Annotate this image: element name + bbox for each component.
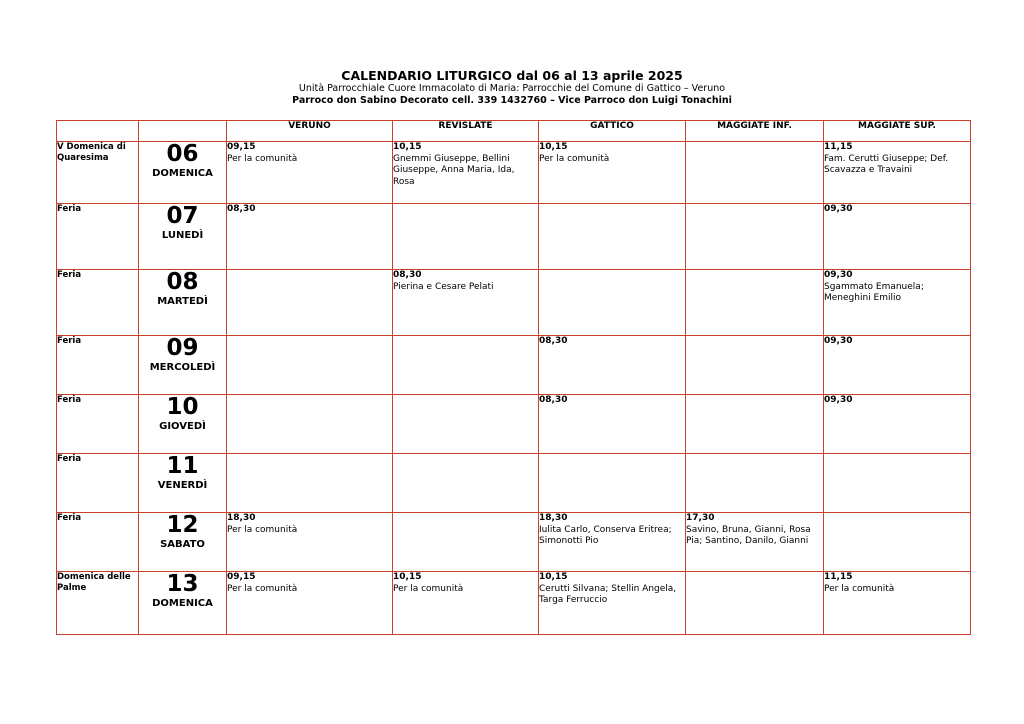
day-row: [57, 336, 971, 395]
mass-cell: [539, 270, 686, 336]
mass-intention: Cerutti Silvana; Stellin Angela, Targa Ferruccio: [539, 583, 677, 605]
mass-intention: Per la comunità: [393, 583, 464, 594]
column-header-gattico: GATTICO: [539, 121, 686, 142]
day-row: [57, 270, 971, 336]
column-header-maggiate-sup: MAGGIATE SUP.: [824, 121, 971, 142]
mass-time: 08,30: [539, 395, 568, 405]
mass-cell: [686, 395, 824, 454]
day-row: [57, 513, 971, 572]
liturgical-day-label: Feria: [57, 270, 139, 336]
mass-cell: [393, 395, 539, 454]
day-number: 12: [166, 512, 199, 538]
mass-cell: [824, 142, 971, 204]
date-cell: [139, 270, 227, 336]
mass-cell: [227, 270, 393, 336]
mass-intention: Fam. Cerutti Giuseppe; Def. Scavazza e Travaini: [824, 153, 949, 175]
mass-time: 10,15: [539, 142, 568, 152]
mass-cell: [227, 513, 393, 572]
mass-time: 11,15: [824, 572, 853, 582]
mass-cell: [539, 395, 686, 454]
mass-cell: [393, 454, 539, 513]
date-cell: [139, 336, 227, 395]
mass-cell: [393, 572, 539, 635]
mass-cell: [686, 270, 824, 336]
mass-cell: [686, 454, 824, 513]
day-number: 11: [166, 453, 199, 479]
mass-intention: Per la comunità: [227, 524, 298, 535]
mass-cell: [393, 336, 539, 395]
mass-cell: [227, 395, 393, 454]
mass-cell: [393, 142, 539, 204]
day-row: [57, 454, 971, 513]
corner-blank: [57, 121, 139, 142]
mass-cell: [539, 204, 686, 270]
calendar-title: CALENDARIO LITURGICO dal 06 al 13 aprile 2025: [341, 68, 683, 83]
mass-cell: [824, 270, 971, 336]
mass-intention: Per la comunità: [824, 583, 895, 594]
mass-cell: [227, 336, 393, 395]
mass-cell: [539, 572, 686, 635]
day-row: [57, 395, 971, 454]
mass-cell: [824, 572, 971, 635]
mass-time: 11,15: [824, 142, 853, 152]
mass-time: 10,15: [539, 572, 568, 582]
mass-cell: [686, 204, 824, 270]
mass-intention: Sgammato Emanuela; Meneghini Emilio: [824, 281, 924, 303]
day-row: [57, 142, 971, 204]
mass-time: 08,30: [227, 204, 256, 214]
document-header: [0, 68, 1024, 107]
mass-cell: [227, 572, 393, 635]
date-cell: [139, 513, 227, 572]
mass-cell: [393, 513, 539, 572]
mass-cell: [227, 142, 393, 204]
mass-cell: [824, 513, 971, 572]
mass-intention: Per la comunità: [227, 153, 298, 164]
weekday-name: MERCOLEDÌ: [149, 362, 216, 373]
day-number: 08: [166, 269, 199, 295]
mass-intention: Per la comunità: [227, 583, 298, 594]
mass-cell: [393, 270, 539, 336]
date-cell: [139, 204, 227, 270]
mass-cell: [686, 142, 824, 204]
liturgical-day-label: Feria: [57, 204, 139, 270]
day-number: 13: [166, 571, 199, 597]
mass-time: 17,30: [686, 513, 715, 523]
mass-cell: [539, 513, 686, 572]
column-header-maggiate-inf: MAGGIATE INF.: [686, 121, 824, 142]
mass-cell: [686, 513, 824, 572]
weekday-name: MARTEDÌ: [157, 296, 208, 307]
liturgical-day-label: Domenica delle Palme: [57, 572, 139, 635]
weekday-name: SABATO: [160, 539, 205, 550]
weekday-name: LUNEDÌ: [161, 230, 204, 241]
day-number: 07: [166, 203, 199, 229]
mass-intention: Pierina e Cesare Pelati: [393, 281, 494, 292]
weekday-name: GIOVEDÌ: [159, 421, 206, 432]
mass-intention: Savino, Bruna, Gianni, Rosa Pia; Santino, Danilo, Gianni: [686, 524, 811, 546]
date-cell: [139, 142, 227, 204]
mass-intention: Iulita Carlo, Conserva Eritrea; Simonotti Pio: [539, 524, 672, 546]
mass-cell: [539, 336, 686, 395]
mass-cell: [686, 572, 824, 635]
corner-blank: [139, 121, 227, 142]
weekday-name: DOMENICA: [152, 168, 213, 179]
mass-time: 18,30: [227, 513, 256, 523]
column-header-veruno: VERUNO: [227, 121, 393, 142]
mass-cell: [227, 454, 393, 513]
mass-cell: [227, 204, 393, 270]
liturgical-day-label: V Domenica di Quaresima: [57, 142, 139, 204]
mass-time: 09,30: [824, 204, 853, 214]
liturgical-day-label: Feria: [57, 513, 139, 572]
day-number: 09: [166, 335, 199, 361]
mass-time: 09,30: [824, 336, 853, 346]
mass-time: 09,15: [227, 572, 256, 582]
day-number: 06: [166, 141, 199, 167]
mass-cell: [539, 454, 686, 513]
mass-cell: [393, 204, 539, 270]
parish-unit-subtitle: Unità Parrocchiale Cuore Immacolato di Maria: Parrocchie del Comune di Gattico – Veruno: [298, 83, 726, 94]
liturgical-day-label: Feria: [57, 336, 139, 395]
mass-cell: [824, 336, 971, 395]
date-cell: [139, 572, 227, 635]
day-row: [57, 572, 971, 635]
mass-time: 09,30: [824, 395, 853, 405]
liturgical-day-label: Feria: [57, 395, 139, 454]
liturgical-calendar-table: [56, 120, 971, 635]
mass-time: 08,30: [393, 270, 422, 280]
header-row: [57, 121, 971, 142]
clergy-contacts: Parroco don Sabino Decorato cell. 339 1432760 – Vice Parroco don Luigi Tonachini: [292, 95, 732, 106]
day-row: [57, 204, 971, 270]
mass-cell: [686, 336, 824, 395]
date-cell: [139, 454, 227, 513]
day-number: 10: [166, 394, 199, 420]
mass-cell: [824, 454, 971, 513]
mass-cell: [824, 204, 971, 270]
mass-time: 10,15: [393, 572, 422, 582]
mass-intention: Per la comunità: [539, 153, 610, 164]
mass-time: 09,30: [824, 270, 853, 280]
mass-cell: [824, 395, 971, 454]
date-cell: [139, 395, 227, 454]
mass-time: 10,15: [393, 142, 422, 152]
weekday-name: VENERDÌ: [157, 480, 208, 491]
liturgical-day-label: Feria: [57, 454, 139, 513]
weekday-name: DOMENICA: [152, 598, 213, 609]
mass-time: 09,15: [227, 142, 256, 152]
column-header-revislate: REVISLATE: [393, 121, 539, 142]
mass-time: 18,30: [539, 513, 568, 523]
mass-time: 08,30: [539, 336, 568, 346]
mass-cell: [539, 142, 686, 204]
mass-intention: Gnemmi Giuseppe, Bellini Giuseppe, Anna Maria, Ida, Rosa: [393, 153, 515, 187]
